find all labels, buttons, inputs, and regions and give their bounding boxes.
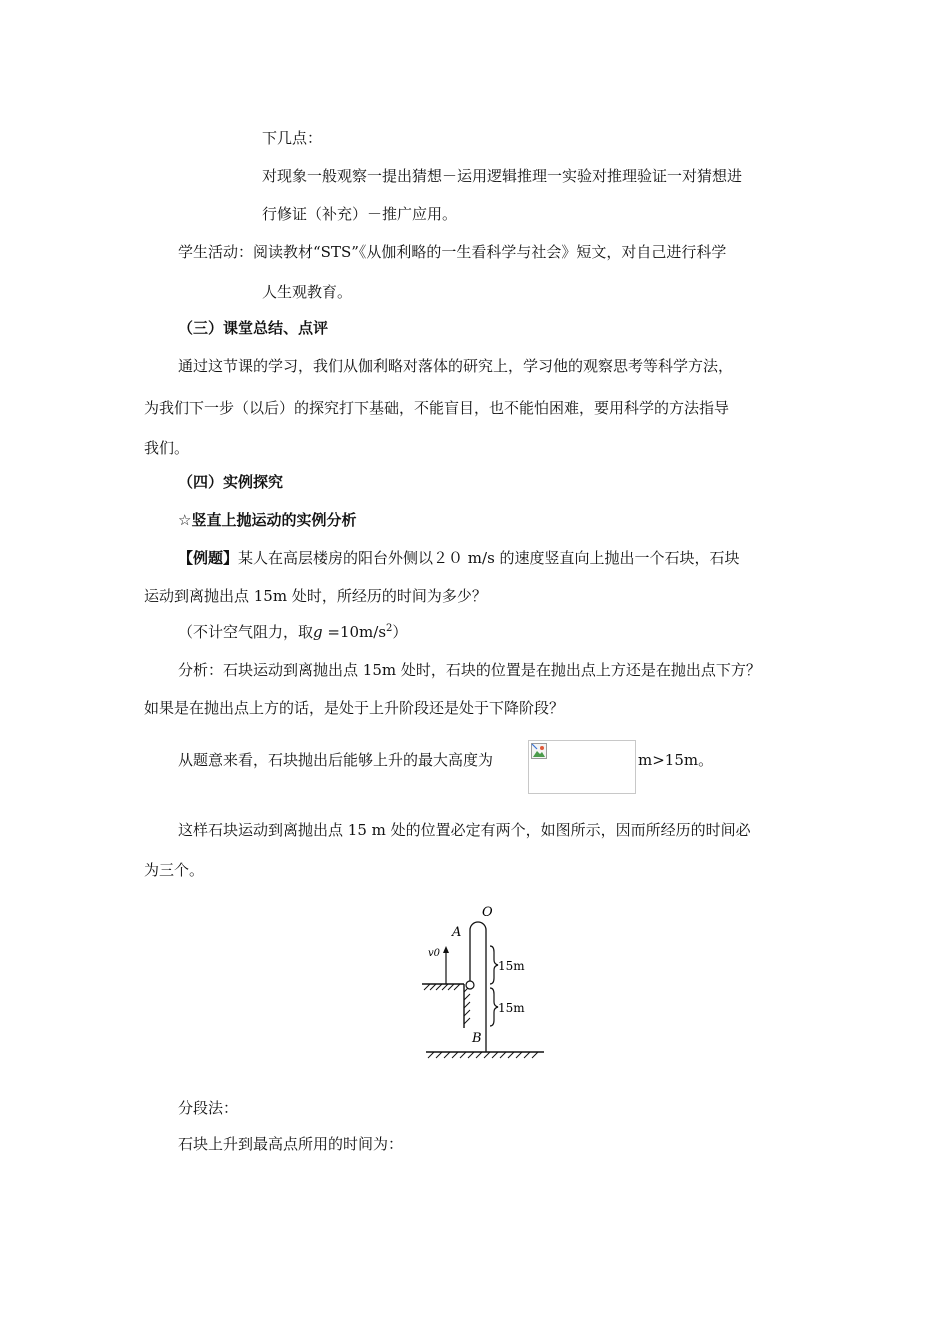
point-A-label: A xyxy=(452,925,462,940)
text-line: 通过这节课的学习，我们从伽利略对落体的研究上，学习他的观察思考等科学方法， xyxy=(178,357,734,375)
v0-label: v0 xyxy=(428,948,441,959)
exponent: 2 xyxy=(386,623,393,634)
g-value: =10m/s xyxy=(322,623,387,641)
text-line: 下几点： xyxy=(262,129,323,147)
text-line: 对现象一般观察一提出猜想－运用逻辑推理一实验对推理验证一对猜想进 xyxy=(262,167,743,185)
section-heading: （三）课堂总结、点评 xyxy=(178,319,329,337)
upper-brace xyxy=(490,946,498,984)
text-line: 行修证（补充）－推广应用。 xyxy=(262,205,458,223)
text-line: 从题意来看，石块抛出后能够上升的最大高度为 xyxy=(178,751,494,769)
vertical-throw-diagram xyxy=(420,900,550,1066)
condition-text: （不计空气阻力，取 xyxy=(178,623,314,641)
lower-brace xyxy=(490,988,498,1026)
v0-arrowhead xyxy=(443,946,449,953)
point-O-label: O xyxy=(482,905,493,920)
wall-hatching xyxy=(464,986,470,1024)
section-heading: ☆竖直上抛运动的实例分析 xyxy=(178,511,357,529)
text-line: 运动到离抛出点 15m 处时，所经历的时间为多少？ xyxy=(144,587,487,605)
upper-distance-label: 15m xyxy=(498,959,525,973)
text-line: 为我们下一步（以后）的探究打下基础，不能盲目，也不能怕困难，要用科学的方法指导 xyxy=(144,399,730,417)
close-paren: ） xyxy=(392,623,408,641)
text-line: 如果是在抛出点上方的话，是处于上升阶段还是处于下降阶段？ xyxy=(144,699,565,717)
text-line: 为三个。 xyxy=(144,861,205,879)
text-line: 石块上升到最高点所用的时间为： xyxy=(178,1135,404,1153)
condition-line xyxy=(178,622,407,642)
text-line: 学生活动：阅读教材“STS”《从伽利略的一生看科学与社会》短文，对自己进行科学 xyxy=(178,243,727,261)
throw-point xyxy=(466,981,474,989)
ground-hatching xyxy=(428,1052,538,1058)
example-text: 某人在高层楼房的阳台外侧以２０ m/s 的速度竖直向上抛出一个石块，石块 xyxy=(238,549,740,567)
section-heading: （四）实例探究 xyxy=(178,473,284,491)
example-line xyxy=(178,548,740,568)
point-B-label: B xyxy=(472,1031,482,1046)
text-line: m>15m。 xyxy=(638,751,714,769)
text-line: 这样石块运动到离抛出点 15 m 处的位置必定有两个，如图所示，因而所经历的时间必 xyxy=(178,821,751,839)
broken-image-placeholder xyxy=(528,740,636,794)
text-line: 分段法： xyxy=(178,1099,239,1117)
text-line: 我们。 xyxy=(144,439,190,457)
example-tag: 【例题】 xyxy=(178,549,239,567)
text-line: 分析：石块运动到离抛出点 15m 处时，石块的位置是在抛出点上方还是在抛出点下方？ xyxy=(178,661,761,679)
g-symbol: g xyxy=(313,623,323,641)
balcony-hatching xyxy=(424,984,460,990)
broken-image-icon xyxy=(531,743,547,759)
text-line: 人生观教育。 xyxy=(262,283,353,301)
lower-distance-label: 15m xyxy=(498,1001,525,1015)
